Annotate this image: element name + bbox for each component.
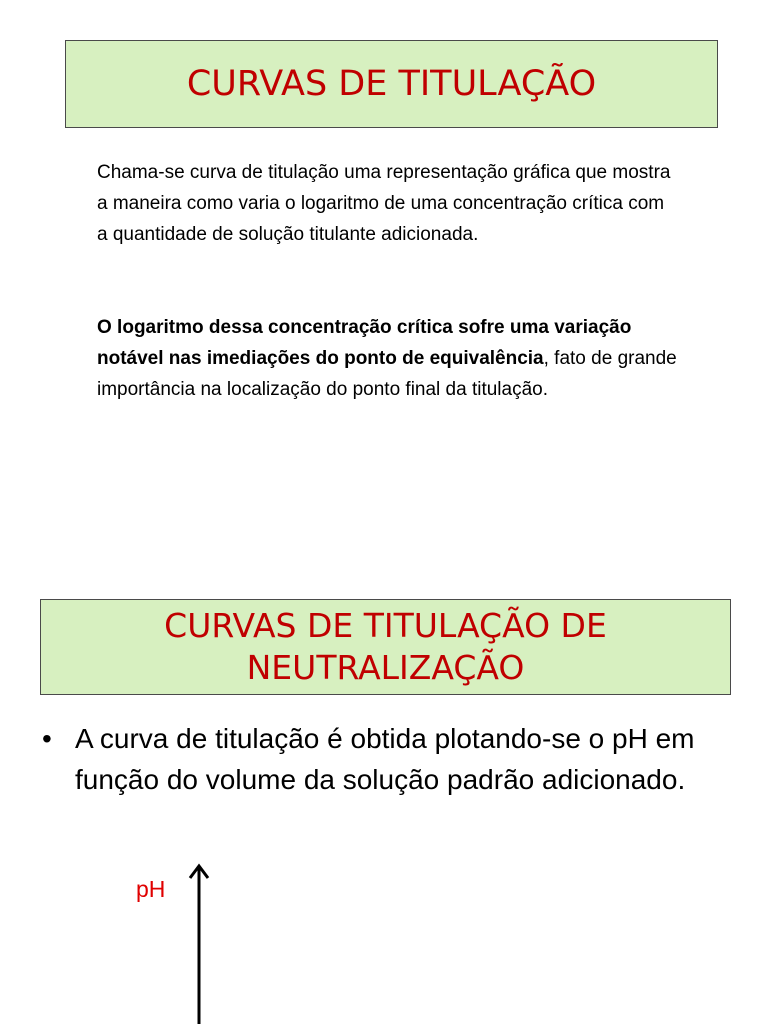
importance-bold-text: O logaritmo dessa concentração crítica sofre uma variação notável nas imediações do ponto de equivalência [97, 317, 632, 369]
bullet-text: A curva de titulação é obtida plotando-se o pH em função do volume da solução padrão adicionado. [75, 723, 695, 795]
section-title-box [40, 599, 731, 695]
importance-rest-text: , fato de grande importância na localização do ponto final da titulação. [97, 348, 677, 400]
bullet-icon: • [42, 723, 52, 754]
definition-text: Chama-se curva de titulação uma representação gráfica que mostra a maneira como varia o logaritmo de uma concentração crítica com a quantidade de solução titulante adicionada. [97, 162, 671, 245]
definition-paragraph [97, 157, 677, 250]
bullet-item [42, 718, 742, 800]
slide-title: CURVAS DE TITULAÇÃO [186, 64, 597, 104]
importance-paragraph [97, 312, 677, 405]
y-axis-label: pH [136, 876, 166, 902]
section-title-line1: CURVAS DE TITULAÇÃO DE [164, 606, 607, 645]
section-title-line2: NEUTRALIZAÇÃO [246, 648, 525, 687]
y-axis-arrow-icon [186, 862, 212, 1024]
slide-title-box [65, 40, 718, 128]
